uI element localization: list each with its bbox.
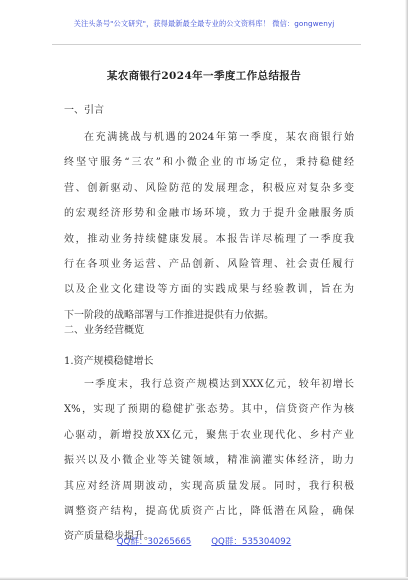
header-divider	[52, 44, 361, 45]
paragraph-line: 其应对经济周期波动，实现高质量发展。同时，我行积极	[64, 480, 354, 492]
header-note: 关注头条号"公文研究"，获得最新最全最专业的公文资料库！ 微信：gongwenyj	[73, 19, 335, 28]
asset-paragraph	[64, 372, 354, 550]
section-heading-business-overview: 二、业务经营概览	[64, 325, 144, 336]
intro-paragraph	[64, 125, 354, 328]
paragraph-line: 在充满挑战与机遇的2024年第一季度，某农商银行始	[84, 132, 354, 143]
qq-group-link-2[interactable]: QQ群：535304092	[211, 537, 292, 547]
paragraph-line: 资产质量稳步提升。	[64, 531, 154, 543]
subsection-heading-asset-growth: 1.资产规模稳健增长	[64, 356, 154, 367]
paragraph-line: 下一阶段的战略部署与工作推进提供有力依据。	[64, 309, 274, 321]
paragraph-line: 的宏观经济形势和金融市场环境，致力于提升金融服务质	[64, 208, 354, 220]
paragraph-line: 以及企业文化建设等方面的实践成果与经验教训，旨在为	[64, 284, 354, 296]
paragraph-line: 效，推动业务持续健康发展。本报告详尽梳理了一季度我	[64, 233, 354, 245]
paragraph-line: 调整资产结构，提高优质资产占比，降低潜在风险，确保	[64, 505, 354, 517]
paragraph-line: 一季度末，我行总资产规模达到XXX亿元，较年初增长	[84, 379, 354, 390]
paragraph-line: 行在各项业务运营、产品创新、风险管理、社会责任履行	[64, 258, 354, 270]
qq-group-link-1[interactable]: QQ群：30265665	[116, 537, 192, 547]
paragraph-line: 营、创新驱动、风险防范的发展理念，积极应对复杂多变	[64, 182, 354, 194]
paragraph-line: 终坚守服务“三农”和小微企业的市场定位，秉持稳健经	[64, 157, 354, 169]
section-heading-intro: 一、引言	[64, 105, 104, 116]
paragraph-line: X%，实现了预期的稳健扩张态势。其中，信贷资产作为核	[64, 404, 354, 416]
footer-contacts	[0, 535, 408, 547]
paragraph-line: 心驱动，新增投放XX亿元，聚焦于农业现代化、乡村产业	[64, 429, 354, 441]
paragraph-line: 振兴以及小微企业等关键领域，精准滴灌实体经济，助力	[64, 455, 354, 467]
document-title: 某农商银行2024年一季度工作总结报告	[106, 70, 302, 82]
